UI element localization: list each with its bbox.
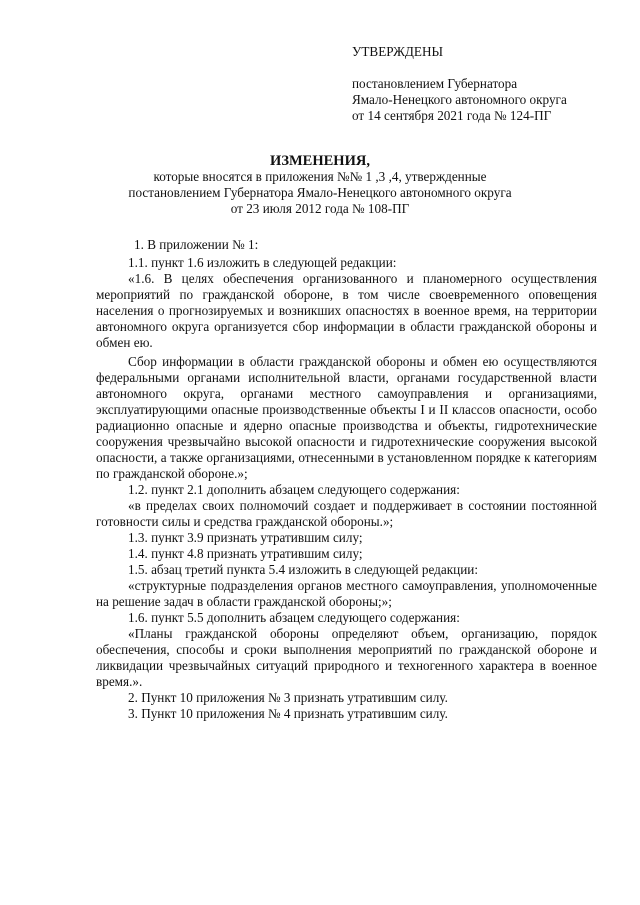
paragraph: 1.6. пункт 5.5 дополнить абзацем следующего содержания: <box>128 610 460 625</box>
title-subline: от 23 июля 2012 года № 108-ПГ <box>230 201 410 216</box>
paragraph: 1.1. пункт 1.6 изложить в следующей редакции: <box>128 255 397 270</box>
paragraph: «1.6. В целях обеспечения организованного и планомерного осуществления мероприятий по гражданской обороне, в том числе своевременного оповещения населения о прогнозируемых и возникших опасностях в военное время, на территории автономного округа организуется сбор информации в области гражданской обороны и обмен ею. <box>96 271 597 350</box>
document-title-block <box>80 153 560 217</box>
paragraph: «структурные подразделения органов местного самоуправления, уполномоченные на решение задач в области гражданской обороны;»; <box>96 578 597 609</box>
approval-line: от 14 сентября 2021 года № 124-ПГ <box>352 108 552 123</box>
title-subline: которые вносятся в приложения №№ 1 ,3 ,4, утвержденные <box>153 169 487 184</box>
document-title: ИЗМЕНЕНИЯ, <box>270 153 370 169</box>
paragraph: Сбор информации в области гражданской обороны и обмен ею осуществляются федеральными органами исполнительной власти, органами государственной власти автономного округа, органами местного самоуправления и организациями, эксплуатирующими опасные производственные объекты I и II классов опасности, особо радиационно опасные и ядерно опасные производства и объекты, гидротехнические сооружения чрезвычайно высокой опасности и гидротехнические сооружения высокой опасности, а также организациями, отнесенными в установленном порядке к категориям по гражданской обороне.»; <box>96 354 597 481</box>
paragraph: «Планы гражданской обороны определяют объем, организацию, порядок обеспечения, способы и сроки выполнения мероприятий по гражданской обороне и ликвидации чрезвычайных ситуаций природного и техногенного характера в военное время.». <box>96 626 597 689</box>
paragraph: 1.4. пункт 4.8 признать утратившим силу; <box>128 546 363 561</box>
approval-line: Ямало-Ненецкого автономного округа <box>352 92 567 107</box>
approval-heading: УТВЕРЖДЕНЫ <box>352 44 444 59</box>
approval-line: постановлением Губернатора <box>352 76 518 91</box>
paragraph: «в пределах своих полномочий создает и поддерживает в состоянии постоянной готовности силы и средства гражданской обороны.»; <box>96 498 597 529</box>
paragraph: 1.5. абзац третий пункта 5.4 изложить в следующей редакции: <box>128 562 478 577</box>
paragraph: 3. Пункт 10 приложения № 4 признать утратившим силу. <box>128 706 448 721</box>
approval-block <box>352 44 622 124</box>
paragraph: 1.2. пункт 2.1 дополнить абзацем следующего содержания: <box>128 482 460 497</box>
document-body <box>96 237 597 722</box>
paragraph: 1. В приложении № 1: <box>134 237 259 252</box>
title-subline: постановлением Губернатора Ямало-Ненецкого автономного округа <box>128 185 512 200</box>
paragraph: 2. Пункт 10 приложения № 3 признать утратившим силу. <box>128 690 448 705</box>
paragraph: 1.3. пункт 3.9 признать утратившим силу; <box>128 530 363 545</box>
